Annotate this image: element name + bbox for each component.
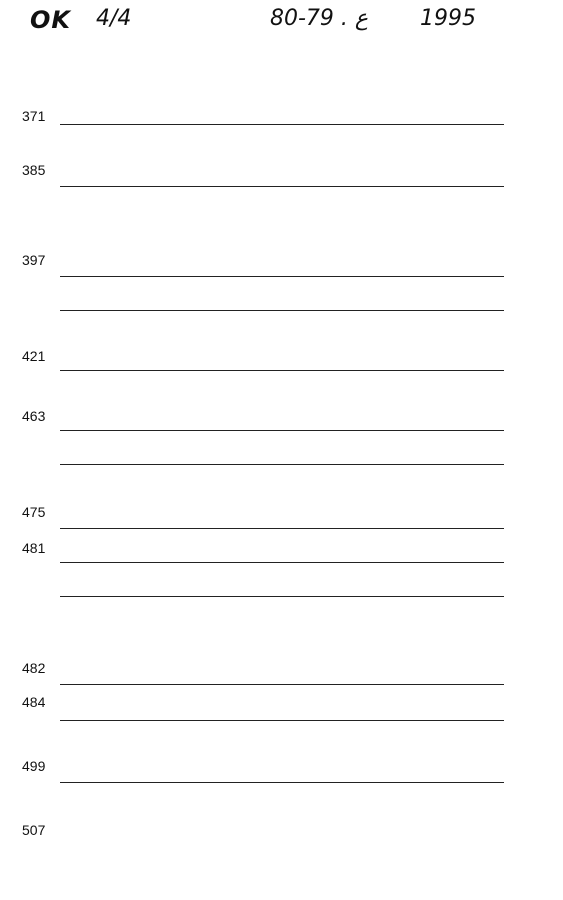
divider (60, 186, 504, 187)
handwritten-ok: OK (30, 6, 71, 34)
handwritten-year: 1995 (420, 6, 476, 31)
divider (60, 528, 504, 529)
page-number: 499 (22, 758, 46, 774)
page-number: 371 (22, 108, 46, 124)
page-number: 481 (22, 540, 46, 556)
handwritten-code: 80-79 . ع (270, 6, 369, 31)
divider (60, 720, 504, 721)
divider (60, 782, 504, 783)
divider (60, 276, 504, 277)
handwritten-fraction: 4/4 (96, 6, 132, 31)
page-number: 507 (22, 822, 46, 838)
divider (60, 124, 504, 125)
page-number: 482 (22, 660, 46, 676)
page-number: 463 (22, 408, 46, 424)
page-number: 421 (22, 348, 46, 364)
page-number: 475 (22, 504, 46, 520)
divider (60, 562, 504, 563)
page-number: 397 (22, 252, 46, 268)
divider (60, 464, 504, 465)
divider (60, 370, 504, 371)
divider (60, 430, 504, 431)
divider (60, 310, 504, 311)
page-number: 385 (22, 162, 46, 178)
page-number: 484 (22, 694, 46, 710)
divider (60, 596, 504, 597)
divider (60, 684, 504, 685)
